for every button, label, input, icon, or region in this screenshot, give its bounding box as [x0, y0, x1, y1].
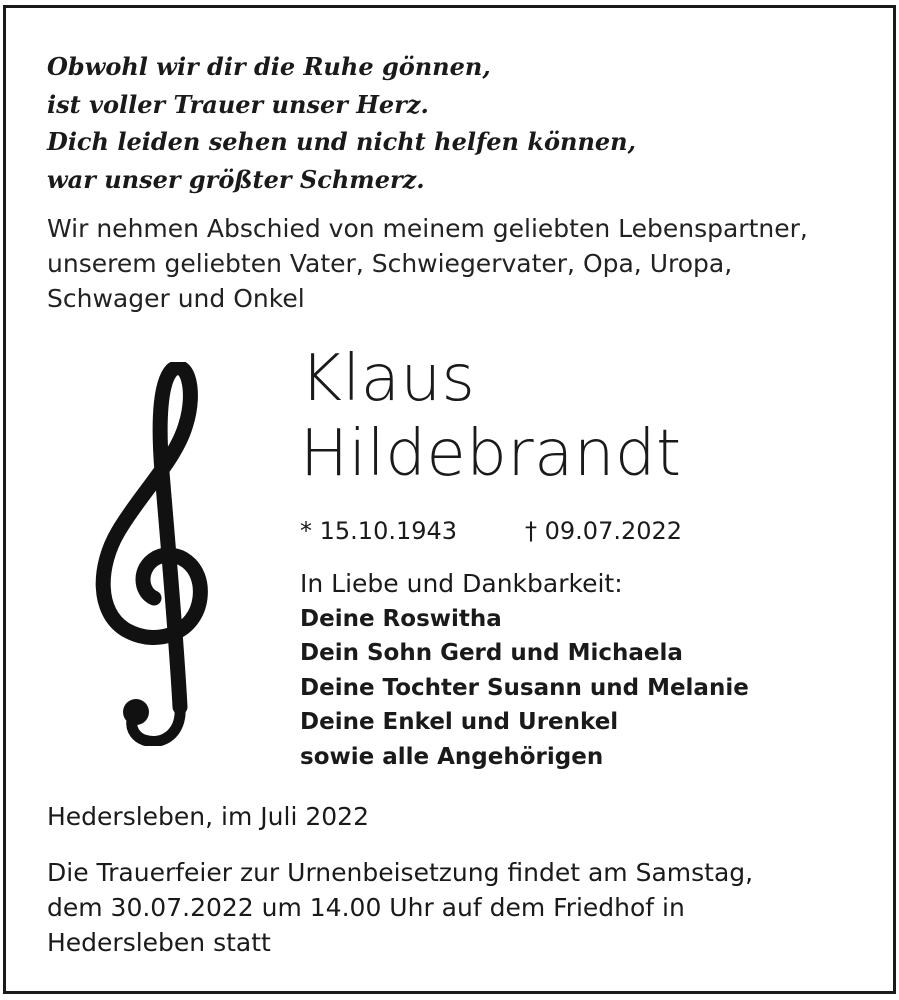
mourner-name: Deine Roswitha: [300, 605, 502, 632]
mourner-name: Deine Enkel und Urenkel: [300, 709, 619, 735]
intro-line: Wir nehmen Abschied von meinem geliebten Lebenspartner,: [47, 214, 808, 243]
mourner-name: Deine Tochter Susann und Melanie: [300, 674, 749, 701]
poem-line: Dich leiden sehen und nicht helfen können,: [47, 127, 636, 156]
service-line: Hedersleben statt: [47, 928, 271, 957]
last-name: Hildebrandt: [300, 417, 682, 491]
service-line: Die Trauerfeier zur Urnenbeisetzung findet am Samstag,: [47, 858, 754, 887]
first-name: Klaus: [300, 342, 476, 416]
death-date: † 09.07.2022: [525, 517, 683, 545]
poem-line: ist voller Trauer unser Herz.: [47, 89, 429, 119]
poem: [47, 48, 847, 198]
service-line: dem 30.07.2022 um 14.00 Uhr auf dem Friedhof in: [47, 893, 685, 922]
intro-line: unserem geliebten Vater, Schwiegervater, Opa, Uropa,: [47, 249, 733, 278]
place-date: Hedersleben, im Juli 2022: [47, 802, 369, 831]
intro-line: Schwager und Onkel: [47, 284, 305, 313]
mourners-lead: In Liebe und Dankbarkeit:: [300, 569, 623, 598]
service-info: [47, 855, 753, 960]
deceased-name: [300, 342, 682, 492]
life-dates: [300, 516, 682, 546]
mourners: [300, 567, 749, 774]
birth-date: * 15.10.1943: [300, 517, 458, 545]
poem-line: war unser größter Schmerz.: [47, 164, 425, 194]
poem-line: Obwohl wir dir die Ruhe gönnen,: [47, 52, 491, 81]
mourner-name: sowie alle Angehörigen: [300, 743, 604, 770]
treble-clef-icon: [92, 362, 212, 746]
mourner-name: Dein Sohn Gerd und Michaela: [300, 640, 683, 666]
intro-text: [47, 211, 867, 316]
